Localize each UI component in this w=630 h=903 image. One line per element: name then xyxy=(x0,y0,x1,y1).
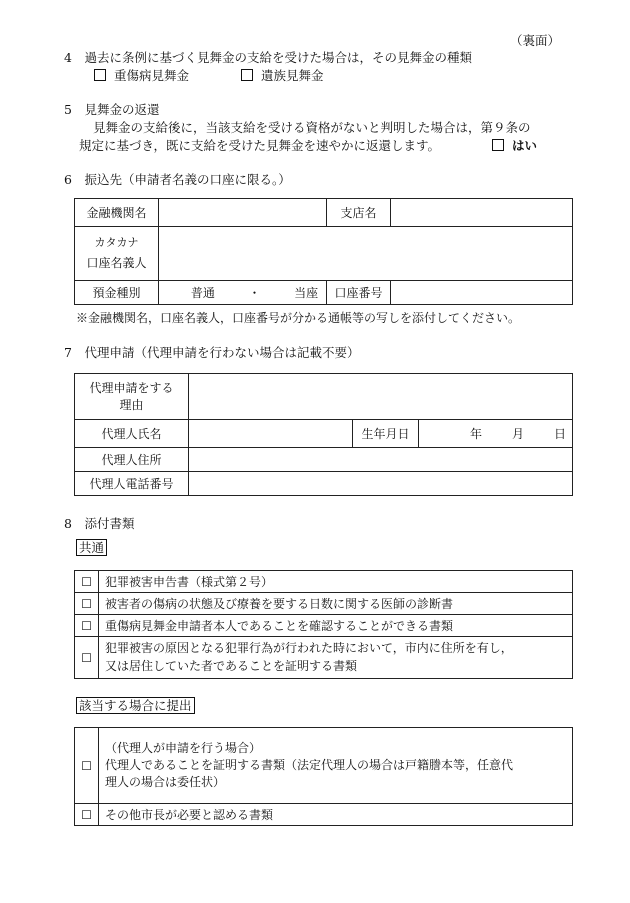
agree-label: はい xyxy=(511,138,537,153)
account-number-field[interactable] xyxy=(391,281,573,305)
conditional-doc-item: その他市長が必要と認める書類 xyxy=(99,804,573,826)
proxy-reason-label-line-1: 代理申請をする xyxy=(89,380,174,395)
proxy-reason-field[interactable] xyxy=(189,374,573,420)
common-docs-table xyxy=(74,570,573,679)
checkbox-agree[interactable] xyxy=(492,139,504,151)
proxy-dob-label: 生年月日 xyxy=(353,420,419,448)
common-doc-checkbox[interactable]: ☐ xyxy=(75,615,99,637)
page-side-label: （裏面） xyxy=(509,33,560,48)
option-serious-injury-label: 重傷病見舞金 xyxy=(113,68,189,83)
bank-name-label: 金融機関名 xyxy=(75,199,159,227)
dob-year: 年 xyxy=(469,427,482,441)
proxy-table xyxy=(74,373,573,496)
conditional-doc-checkbox[interactable]: ☐ xyxy=(75,804,99,826)
kana-label: カタカナ xyxy=(94,235,139,249)
common-doc-item xyxy=(99,637,573,679)
section-5-title: 5 見舞金の返還 xyxy=(64,102,160,117)
account-holder-field[interactable] xyxy=(159,227,573,281)
conditional-doc-checkbox[interactable]: ☐ xyxy=(75,728,99,804)
proxy-address-field[interactable] xyxy=(189,448,573,472)
section-4-options xyxy=(94,68,323,84)
deposit-type-field[interactable] xyxy=(159,281,327,305)
bank-name-field[interactable] xyxy=(159,199,327,227)
proxy-reason-label-line-2: 理由 xyxy=(119,397,144,412)
account-number-label: 口座番号 xyxy=(327,281,391,305)
section-5-line-2: 規定に基づき，既に支給を受けた見舞金を速やかに返還します。 xyxy=(79,138,441,153)
holder-label: 口座名義人 xyxy=(86,255,147,270)
common-doc-checkbox[interactable]: ☐ xyxy=(75,593,99,615)
account-holder-label xyxy=(75,227,159,281)
proxy-phone-label: 代理人電話番号 xyxy=(75,472,189,496)
common-doc-item: 重傷病見舞金申請者本人であることを確認することができる書類 xyxy=(99,615,573,637)
conditional-docs-table xyxy=(74,727,573,826)
bank-note: ※金融機関名，口座名義人，口座番号が分かる通帳等の写しを添付してください。 xyxy=(76,311,521,325)
common-doc-item: 被害者の傷病の状態及び療養を要する日数に関する医師の診断書 xyxy=(99,593,573,615)
common-doc-checkbox[interactable]: ☐ xyxy=(75,637,99,679)
dob-month: 月 xyxy=(511,427,524,441)
conditional-doc-item-line: （代理人が申請を行う場合） xyxy=(105,741,262,756)
proxy-reason-label xyxy=(75,374,189,420)
branch-name-field[interactable] xyxy=(391,199,573,227)
deposit-type-futsu[interactable]: 普通 xyxy=(190,286,215,300)
common-doc-item: 犯罪被害申告書（様式第２号） xyxy=(99,571,573,593)
section-8-title: 8 添付書類 xyxy=(64,516,135,531)
section-6-title: 6 振込先（申請者名義の口座に限る。） xyxy=(64,172,291,187)
conditional-doc-item-line: 理人の場合は委任状） xyxy=(105,774,226,789)
proxy-dob-field[interactable] xyxy=(419,420,573,448)
conditional-doc-item-line: 代理人であることを証明する書類（法定代理人の場合は戸籍謄本等，任意代 xyxy=(105,758,514,773)
deposit-type-separator: ・ xyxy=(248,286,261,300)
proxy-name-label: 代理人氏名 xyxy=(75,420,189,448)
dob-day: 日 xyxy=(553,427,566,441)
checkbox-serious-injury[interactable] xyxy=(94,69,106,81)
option-bereaved-label: 遺族見舞金 xyxy=(260,68,324,83)
section-4-title: 4 過去に条例に基づく見舞金の支給を受けた場合は，その見舞金の種類 xyxy=(64,50,472,65)
proxy-name-field[interactable] xyxy=(189,420,353,448)
common-doc-checkbox[interactable]: ☐ xyxy=(75,571,99,593)
conditional-doc-item xyxy=(99,728,573,804)
conditional-docs-label: 該当する場合に提出 xyxy=(76,698,195,714)
common-docs-label: 共通 xyxy=(76,540,107,556)
deposit-type-label: 預金種別 xyxy=(75,281,159,305)
section-5-line-1: 見舞金の支給後に，当該支給を受ける資格がないと判明した場合は，第９条の xyxy=(93,120,531,135)
common-doc-item-line: 犯罪被害の原因となる犯罪行為が行われた時において，市内に住所を有し， xyxy=(105,641,513,656)
checkbox-bereaved[interactable] xyxy=(241,69,253,81)
section-7-title: 7 代理申請（代理申請を行わない場合は記載不要） xyxy=(64,345,360,360)
common-doc-item-line: 又は居住していた者であることを証明する書類 xyxy=(105,658,358,673)
bank-account-table xyxy=(74,198,573,305)
proxy-phone-field[interactable] xyxy=(189,472,573,496)
branch-name-label: 支店名 xyxy=(327,199,391,227)
section-5-agree xyxy=(492,138,537,154)
deposit-type-toza[interactable]: 当座 xyxy=(294,286,319,300)
proxy-address-label: 代理人住所 xyxy=(75,448,189,472)
